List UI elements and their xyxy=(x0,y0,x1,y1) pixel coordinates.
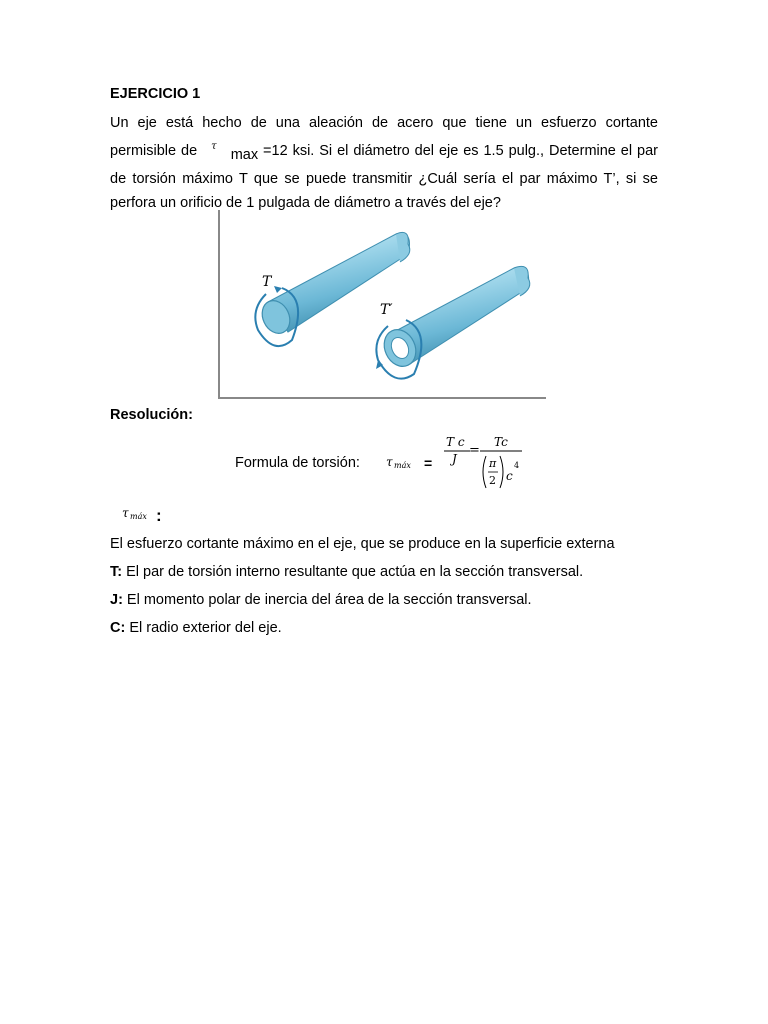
tau-heading-colon: : xyxy=(156,506,162,525)
definition-J-text: El momento polar de inercia del área de la sección transversal. xyxy=(122,592,532,608)
tau-max-heading xyxy=(120,503,180,527)
label-T-prime: T′ xyxy=(380,302,393,318)
tau-heading-sub: máx xyxy=(130,512,147,521)
definition-tau: El esfuerzo cortante máximo en el eje, que se produce en la superficie externa xyxy=(110,536,615,552)
fraction1-denominator: J xyxy=(452,452,457,466)
formula-max-sub: máx xyxy=(394,461,411,470)
shaft-figure xyxy=(218,210,548,400)
resolution-title: Resolución: xyxy=(110,407,193,423)
definition-T-text: El par de torsión interno resultante que actúa en la sección transversal. xyxy=(122,564,584,580)
formula-c: c xyxy=(506,469,513,483)
hollow-shaft xyxy=(378,266,529,371)
fraction2-numerator: Tc xyxy=(494,435,508,449)
formula-equals-2: = xyxy=(469,443,480,458)
definition-T xyxy=(110,564,670,580)
definition-T-key: T: xyxy=(110,564,123,580)
formula-equals: = xyxy=(424,455,433,471)
max-label: max xyxy=(230,147,259,163)
torsion-formula xyxy=(380,430,530,492)
definition-C-text: El radio exterior del eje. xyxy=(125,620,282,636)
paren-right xyxy=(500,456,503,488)
solid-shaft xyxy=(257,232,410,338)
exercise-statement xyxy=(110,111,658,215)
tau-symbol: τ xyxy=(211,141,217,152)
label-T: T xyxy=(262,274,272,290)
paren-left xyxy=(483,456,486,488)
definition-C xyxy=(110,620,670,636)
statement-part1: Un eje está hecho de una aleación de acero que tiene un esfuerzo cortante permisible de xyxy=(110,115,658,159)
formula-label: Formula de torsión: xyxy=(235,455,360,471)
formula-pi: π xyxy=(489,457,497,470)
formula-tau: τ xyxy=(386,455,393,469)
statement-part2: =12 ksi. Si el diámetro del eje es 1.5 pulg., Determine el par de torsión máximo T que se puede transmitir ¿Cuál sería el par máximo T’, si se perfora un orificio de 1 pulgada de diámetro a través del eje? xyxy=(110,143,658,211)
definition-J-key: J: xyxy=(110,592,123,608)
tau-heading-symbol: τ xyxy=(122,506,129,520)
formula-exp4: 4 xyxy=(514,461,520,470)
exercise-title: EJERCICIO 1 xyxy=(110,86,201,102)
definition-J xyxy=(110,592,670,608)
fraction1-numerator: T c xyxy=(446,435,465,449)
definition-C-key: C: xyxy=(110,620,126,636)
formula-two: 2 xyxy=(489,474,496,487)
